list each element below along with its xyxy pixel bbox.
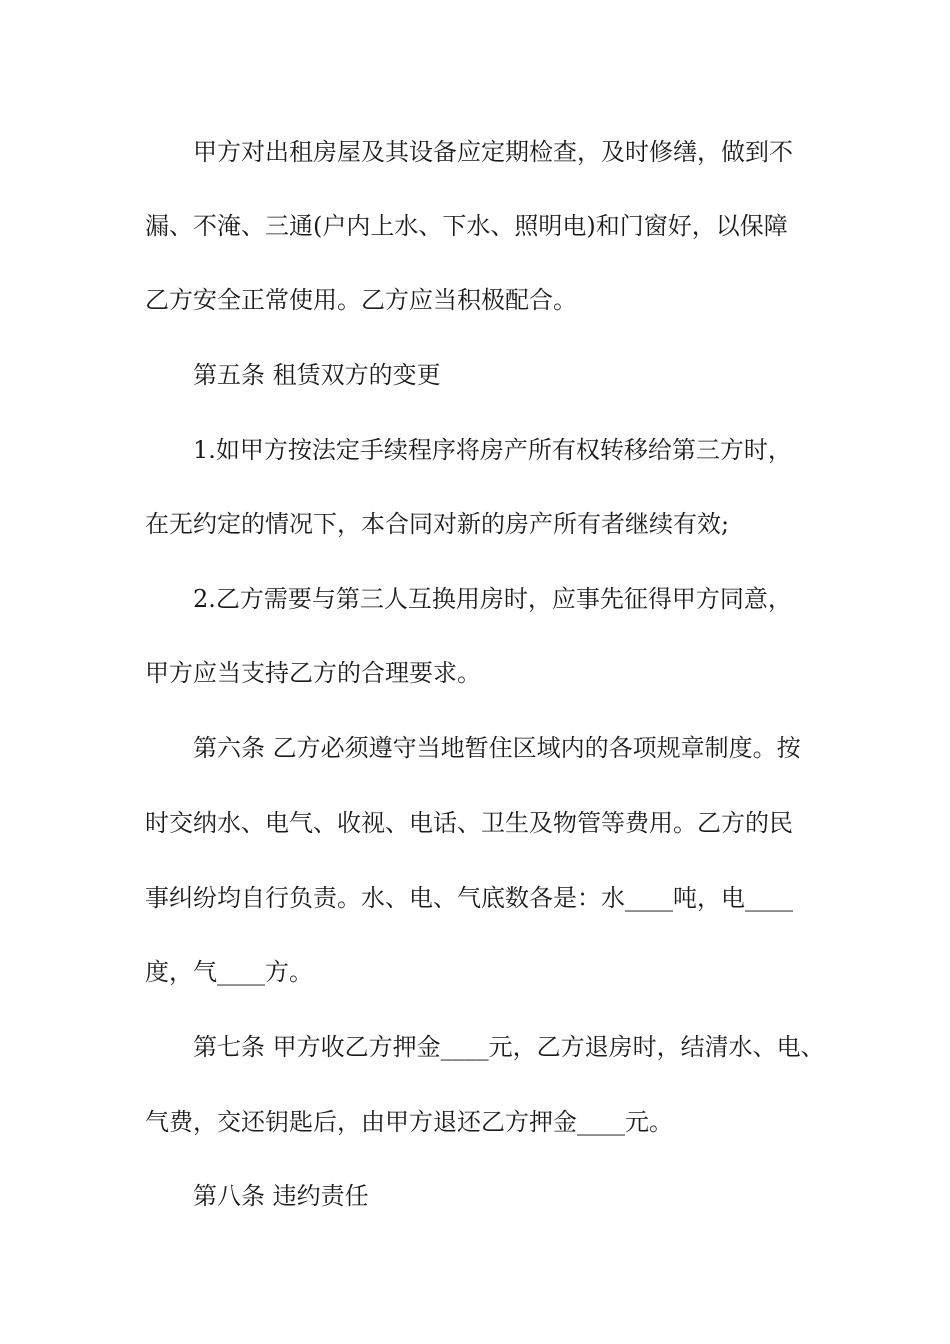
- paragraph-line: 2.乙方需要与第三人互换用房时，应事先征得甲方同意，: [193, 585, 792, 613]
- paragraph-line: 气费，交还钥匙后，由甲方退还乙方押金____元。: [145, 1108, 673, 1136]
- paragraph-line: 漏、不淹、三通(户内上水、下水、照明电)和门窗好，以保障: [145, 212, 788, 240]
- paragraph-line: 1.如甲方按法定手续程序将房产所有权转移给第三方时，: [193, 436, 792, 464]
- paragraph-line: 甲方应当支持乙方的合理要求。: [145, 659, 481, 687]
- paragraph-line: 甲方对出租房屋及其设备应定期检查，及时修缮，做到不: [193, 138, 793, 166]
- section-heading: 第五条 租赁双方的变更: [193, 361, 441, 389]
- paragraph-line: 事纠纷均自行负责。水、电、气底数各是：水____吨，电____: [145, 884, 793, 912]
- paragraph-line: 时交纳水、电气、收视、电话、卫生及物管等费用。乙方的民: [145, 809, 793, 837]
- paragraph-line: 第七条 甲方收乙方押金____元，乙方退房时，结清水、电、: [193, 1033, 825, 1061]
- paragraph-line: 在无约定的情况下，本合同对新的房产所有者继续有效;: [145, 510, 730, 538]
- paragraph-line: 乙方安全正常使用。乙方应当积极配合。: [145, 286, 577, 314]
- paragraph-line: 第六条 乙方必须遵守当地暂住区域内的各项规章制度。按: [193, 734, 801, 762]
- section-heading: 第八条 违约责任: [193, 1182, 369, 1210]
- paragraph-line: 度，气____方。: [145, 958, 313, 986]
